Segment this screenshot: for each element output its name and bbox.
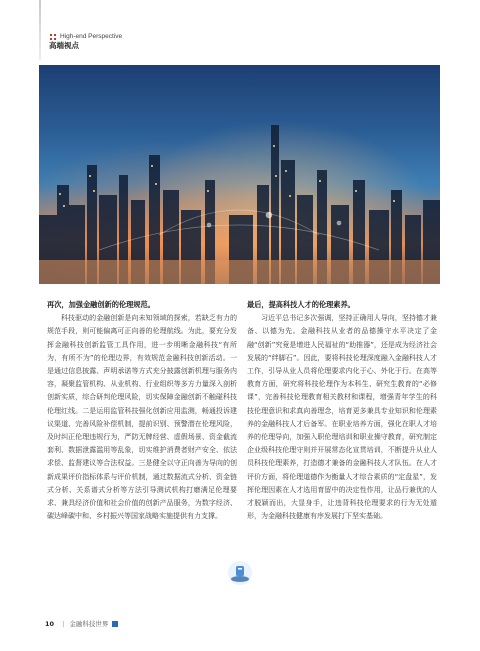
- left-column-body: 科技驱动的金融创新是向未知领域的探索，若缺乏有力的规范手段，则可能偏离可正向善的伦理航线。为此，要充分发挥金融科技创新监管工具作用，进一步明晰金融科技“有所为，有所不为”的伦理边界，有效规范金融科技创新活动。一是通过信息披露、声明承诺等方式充分披露创新机理与服务内容，凝聚监管机构、从业机构、行业组织等多方力量深入剖析创新实质，综合研判伦理风险，切实保障金融创新不触碰科技伦理红线。二是运用监管科技强化创新应用监测，畅通投诉建议渠道、完善风险补偿机制，提前识别、预警潜在伦理风险，及时纠正伦理违规行为，严防无牌经营、虚假场景、资金截流套利、数据泄露滥用等乱象，切实维护消费者财产安全、依法求偿、监督建议等合法权益。三是健全以守正向善为导向的创新成果评价指标体系与评价机制，通过数据流式分析、资金链式分析、关系谱式分析等方法引导测试机构打磨满足伦理要求、兼具经济价值和社会价值的创新产品服务，为数字经济、碳达峰碳中和、乡村振兴等国家战略实施提供有力支撑。: [47, 314, 237, 521]
- section-title-cn: 高端视点: [49, 41, 79, 50]
- section-title-en: High-end Perspective: [49, 33, 122, 41]
- city-skyline-photo: [39, 65, 440, 284]
- right-column: [247, 298, 437, 523]
- right-column-heading: 最后，提高科技人才的伦理素养。: [247, 300, 355, 309]
- left-column: [47, 298, 237, 523]
- publication-mark-icon: [112, 621, 118, 627]
- section-header: [49, 33, 122, 51]
- footer-separator: |: [62, 620, 65, 628]
- dot-grid-logo-icon: [49, 33, 57, 41]
- left-column-heading: 再次，加强金融创新的伦理规范。: [47, 300, 155, 309]
- magazine-badge-icon: [227, 560, 253, 586]
- page-footer: [45, 619, 118, 628]
- page-number: 10: [45, 620, 55, 628]
- right-column-body: 习近平总书记多次强调，坚持正确用人导向，坚持德才兼备、以德为先。金融科技从业者的品德操守水平决定了金融“创新”究竟是增进人民福祉的“助推器”，还是成为经济社会发展的“绊脚石”。因此，要将科技伦理深度融入金融科技人才工作，引导从业人员将伦理要求内化于心、外化于行。在高等教育方面，研究将科技伦理作为本科生、研究生教育的“必修课”，完善科技伦理教育相关教材和课程，增强青年学生的科技伦理意识和求真向善理念，培育更多兼具专业知识和伦理素养的金融科技人才后备军。在职业培养方面，强化在职人才培养的伦理导向，加强入职伦理培训和职业操守教育，研究制定企业级科技伦理守则并开展常态化宣贯培训，不断提升从业人员科技伦理素养，打造德才兼备的金融科技人才队伍。在人才评价方面，将伦理道德作为衡量人才综合素质的“定盘星”，发挥伦理因素在人才选用育留中的决定性作用，让品行兼优的人才脱颖而出，大显身手，让违背科技伦理要求的行为无处遁形，为金融科技健康有序发展打下坚实基础。: [247, 314, 437, 521]
- publication-name: 金融科技世界: [69, 620, 109, 628]
- page-spine-line: [39, 0, 41, 60]
- skyline-illustration: [39, 65, 440, 284]
